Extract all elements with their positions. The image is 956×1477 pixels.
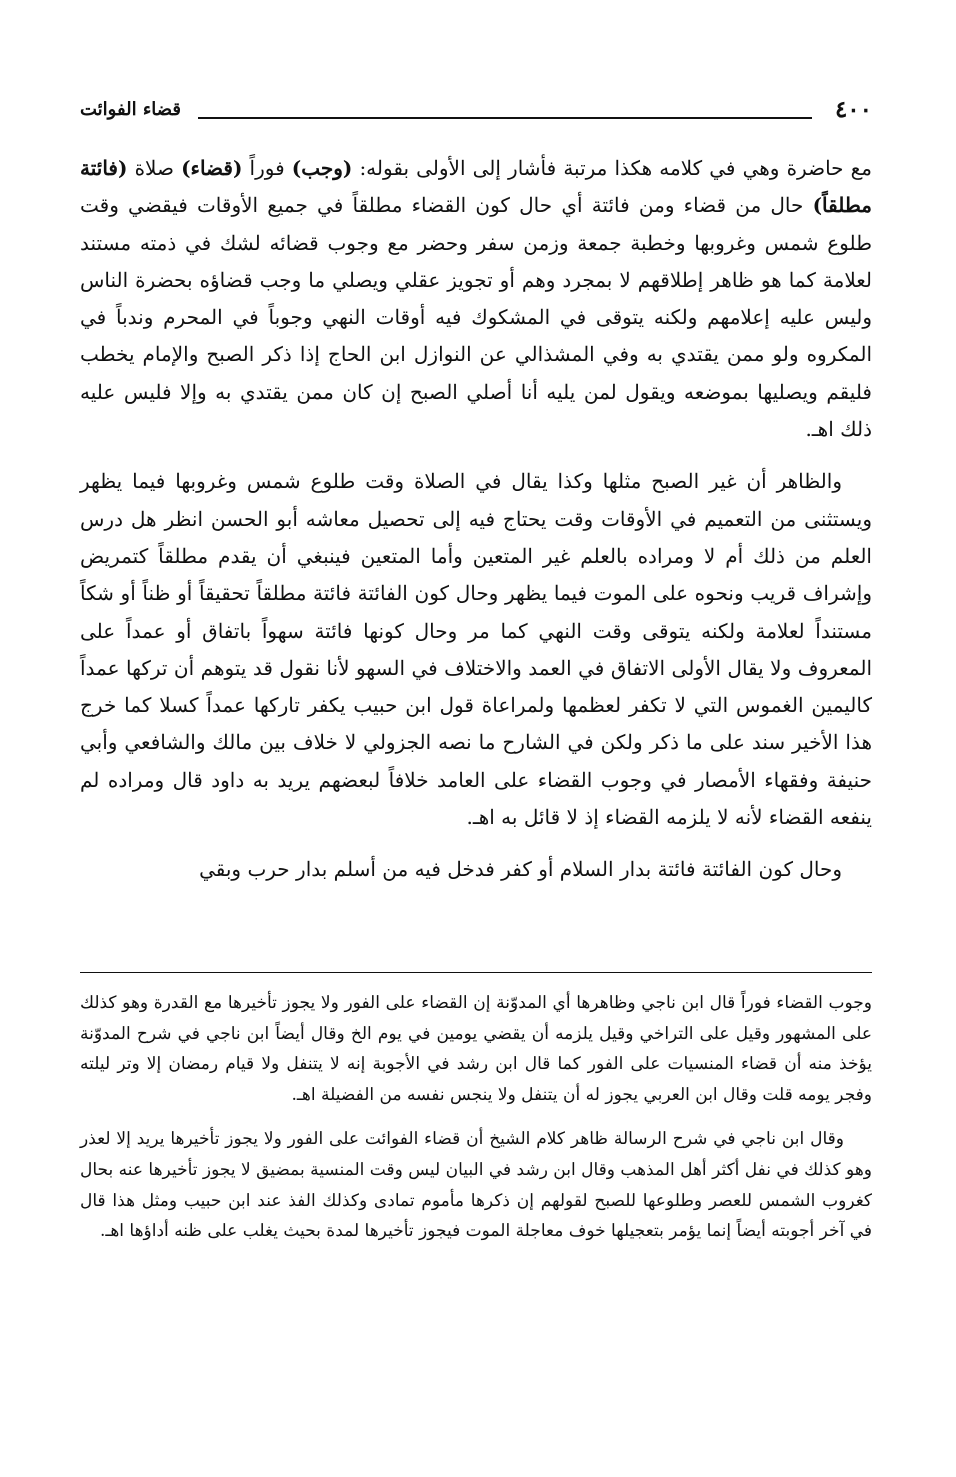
page-number: ٤٠٠ [834, 96, 872, 123]
bold-phrase: (فائتة مطلقاً) [80, 156, 872, 218]
page-header [80, 92, 872, 128]
running-title: قضاء الفوائت [80, 99, 182, 120]
bold-phrase: (قضاء) [181, 156, 243, 180]
header-rule [198, 117, 812, 119]
footnote-1: وجوب القضاء فوراً قال ابن ناجي وظاهرها أي المدوّنة إن القضاء على الفور ولا يجوز تأخيرها مع القدرة وهو كذلك على المشهور وقيل على التراخي وقيل يلزمه أن يقضي يومين في يوم الخ وقال أيضاً ابن ناجي في شرح المدوّنة يؤخذ منه أن قضاء المنسيات على الفور كما قال ابن رشد في الأجوبة إنه لا يتنفل ولا قيام رمضان إلا وتر ليلته وفجر يومه قلت وقال ابن العربي يجوز له أن يتنفل ولا ينجس نفسه من الفضيلة اهـ. [80, 993, 872, 1105]
bold-phrase: (وجب) [291, 156, 353, 180]
text-run: صلاة [127, 156, 182, 180]
footnotes [80, 988, 872, 1261]
text-run: حال من قضاء ومن فائتة أي حال كون القضاء مطلقاً في جميع الأوقات فيقضي وقت طلوع شمس وغروبها وخطبة جمعة وزمن سفر وحضر مع وجوب قضائه لشك في ذمته مستند لعلامة كما هو ظاهر إطلاقهم لا بمجرد وهم أو تجويز عقلي ويصلي ما وجب قضاؤه بحضرة الناس وليس عليه إعلامهم ولكنه يتوقى في المشكوك فيه أوقات النهي وجوباً في المحرم وندباً في المكروه ولو ممن يقتدي به وفي المشذالي عن النوازل ابن الحاج إذا ذكر الصبح والإمام يخطب فليقم ويصليها بموضعه ويقول لمن يليه أنا أصلي الصبح إن كان ممن يقتدي به وإلا فليس عليه ذلك اهـ. [80, 193, 872, 442]
text-run: مع حاضرة وهي في كلامه هكذا مرتبة فأشار إلى الأولى بقوله: [352, 156, 872, 180]
paragraph-1 [80, 150, 872, 448]
text-run: فوراً [242, 156, 292, 180]
main-text [80, 150, 872, 904]
paragraph-3: وحال كون الفائتة فائتة بدار السلام أو كفر فدخل فيه من أسلم بدار حرب وبقي [199, 857, 842, 882]
footnote-rule [80, 972, 872, 973]
footnote-2: وقال ابن ناجي في شرح الرسالة ظاهر كلام الشيخ أن قضاء الفوائت على الفور ولا يجوز تأخيرها يريد إلا لعذر وهو كذلك في نفل أكثر أهل المذهب وقال ابن رشد في البيان ليس وقت المنسية بمضيق لا يجوز تأخيرها عنه بحال كغروب الشمس للعصر وطلوعها للصبح لقولهم إن ذكرها مأموم تمادى وكذلك الفذ عند ابن حبيب ومثل هذا قال في آخر أجوبته أيضاً إنما يؤمر بتعجيلها خوف معاجلة الموت فيجوز تأخيرها لمدة بحيث يغلب على ظنه أداؤها اهـ. [79, 1129, 872, 1242]
paragraph-2: والظاهر أن غير الصبح مثلها وكذا يقال في الصلاة وقت طلوع شمس وغروبها فيما يظهر ويستثنى من التعميم في الأوقات وقت يحتاج فيه إلى تحصيل معاشه أبو الحسن انظر هل درس العلم من ذلك أم لا ومراده بالعلم غير المتعين وأما المتعين فينبغي أن يقدم مطلقاً كتمريض وإشراف قريب ونحوه على الموت فيما يظهر وحال كون الفائتة فائتة مطلقاً تحقيقاً أو ظناً أو شكاً مستنداً لعلامة ولكنه يتوقى وقت النهي كما مر وحال كونها فائتة سهواً باتفاق أو عمداً على المعروف ولا يقال الأولى الاتفاق في العمد والاختلاف في السهو لأنا نقول قد يتوهم أن تركها عمداً كاليمين الغموس التي لا تكفر لعظمها ولمراعاة قول ابن حبيب يكفر تاركها عمداً كسلا كما خرج هذا الأخير سند على ما ذكر ولكن في الشارح ما نصه الجزولي لا خلاف بين مالك والشافعي وأبي حنيفة وفقهاء الأمصار في وجوب القضاء على العامد خلافاً لبعضهم يريد به داود قال ومراده لم ينفعه القضاء لأنه لا يلزمه القضاء إذ لا قائل به اهـ. [80, 469, 872, 830]
